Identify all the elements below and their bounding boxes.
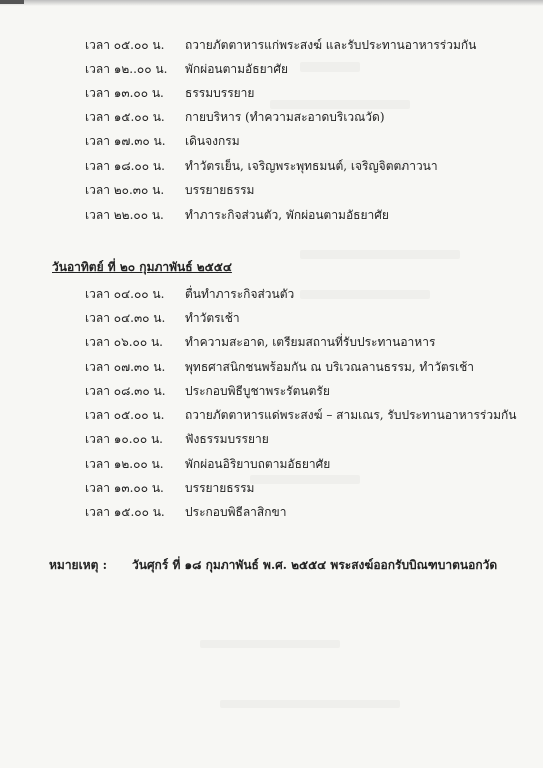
schedule-activity: ประกอบพิธีลาสิกขา [185,505,287,519]
bleed-through-mark [300,290,430,299]
schedule-activity: ทำวัตรเช้า [185,311,240,325]
schedule-time: เวลา ๑๘.๐๐ น. [85,159,165,173]
schedule-time: เวลา ๐๕.๐๐ น. [85,38,165,52]
schedule-time: เวลา ๒๐.๓๐ น. [85,183,165,197]
bleed-through-mark [200,640,340,648]
bleed-through-mark [250,475,360,484]
schedule-time: เวลา ๑๒..๐๐ น. [85,62,168,76]
schedule-activity: พักผ่อนอิริยาบถตามอัธยาศัย [185,457,331,471]
schedule-activity: ประกอบพิธีบูชาพระรัตนตรัย [185,384,330,398]
schedule-time: เวลา ๐๗.๓๐ น. [85,360,166,374]
schedule-time: เวลา ๑๓.๐๐ น. [85,86,164,100]
page-top-edge [0,0,543,6]
page-corner-mark [0,0,24,4]
schedule-time: เวลา ๐๘.๓๐ น. [85,384,166,398]
schedule-time: เวลา ๐๔.๓๐ น. [85,311,166,325]
schedule-time: เวลา ๑๓.๐๐ น. [85,481,164,495]
schedule-time: เวลา ๑๕.๐๐ น. [85,110,165,124]
bleed-through-mark [300,250,460,259]
schedule-activity: ทำภาระกิจส่วนตัว, พักผ่อนตามอัธยาศัย [185,208,389,222]
schedule-time: เวลา ๐๖.๐๐ น. [85,335,163,349]
schedule-activity: กายบริหาร (ทำความสะอาดบริเวณวัด) [185,110,385,124]
schedule-time: เวลา ๐๕.๐๐ น. [85,408,165,422]
day-heading: วันอาทิตย์ ที่ ๒๐ กุมภาพันธ์ ๒๕๕๔ [52,260,232,274]
schedule-activity: เดินจงกรม [185,134,240,148]
note-label: หมายเหตุ : [49,558,108,572]
schedule-activity: พักผ่อนตามอัธยาศัย [185,62,289,76]
schedule-activity: บรรยายธรรม [185,183,255,197]
schedule-time: เวลา ๑๒.๐๐ น. [85,457,164,471]
schedule-time: เวลา ๑๐.๐๐ น. [85,432,163,446]
schedule-activity: ถวายภัตตาหารแก่พระสงฆ์ และรับประทานอาหารร่วมกัน [185,38,477,52]
bleed-through-mark [300,62,360,72]
schedule-time: เวลา ๑๕.๐๐ น. [85,505,165,519]
schedule-activity: ถวายภัตตาหารแด่พระสงฆ์ – สามเณร, รับประทานอาหารร่วมกัน [185,408,517,422]
schedule-activity: บรรยายธรรม [185,481,255,495]
schedule-activity: ทำความสะอาด, เตรียมสถานที่รับประทานอาหาร [185,335,436,349]
note-text: วันศุกร์ ที่ ๑๘ กุมภาพันธ์ พ.ศ. ๒๕๕๔ พระสงฆ์ออกรับบิณฑบาตนอกวัด [132,558,498,572]
schedule-time: เวลา ๐๔.๐๐ น. [85,287,165,301]
schedule-activity: ธรรมบรรยาย [185,86,255,100]
bleed-through-mark [220,700,400,708]
schedule-time: เวลา ๑๗.๓๐ น. [85,134,166,148]
schedule-activity: ตื่นทำภาระกิจส่วนตัว [185,287,295,301]
schedule-time: เวลา ๒๒.๐๐ น. [85,208,164,222]
schedule-activity: พุทธศาสนิกชนพร้อมกัน ณ บริเวณลานธรรม, ทำวัตรเช้า [185,360,475,374]
schedule-activity: ทำวัตรเย็น, เจริญพระพุทธมนต์, เจริญจิตตภาวนา [185,159,438,173]
schedule-activity: ฟังธรรมบรรยาย [185,432,269,446]
